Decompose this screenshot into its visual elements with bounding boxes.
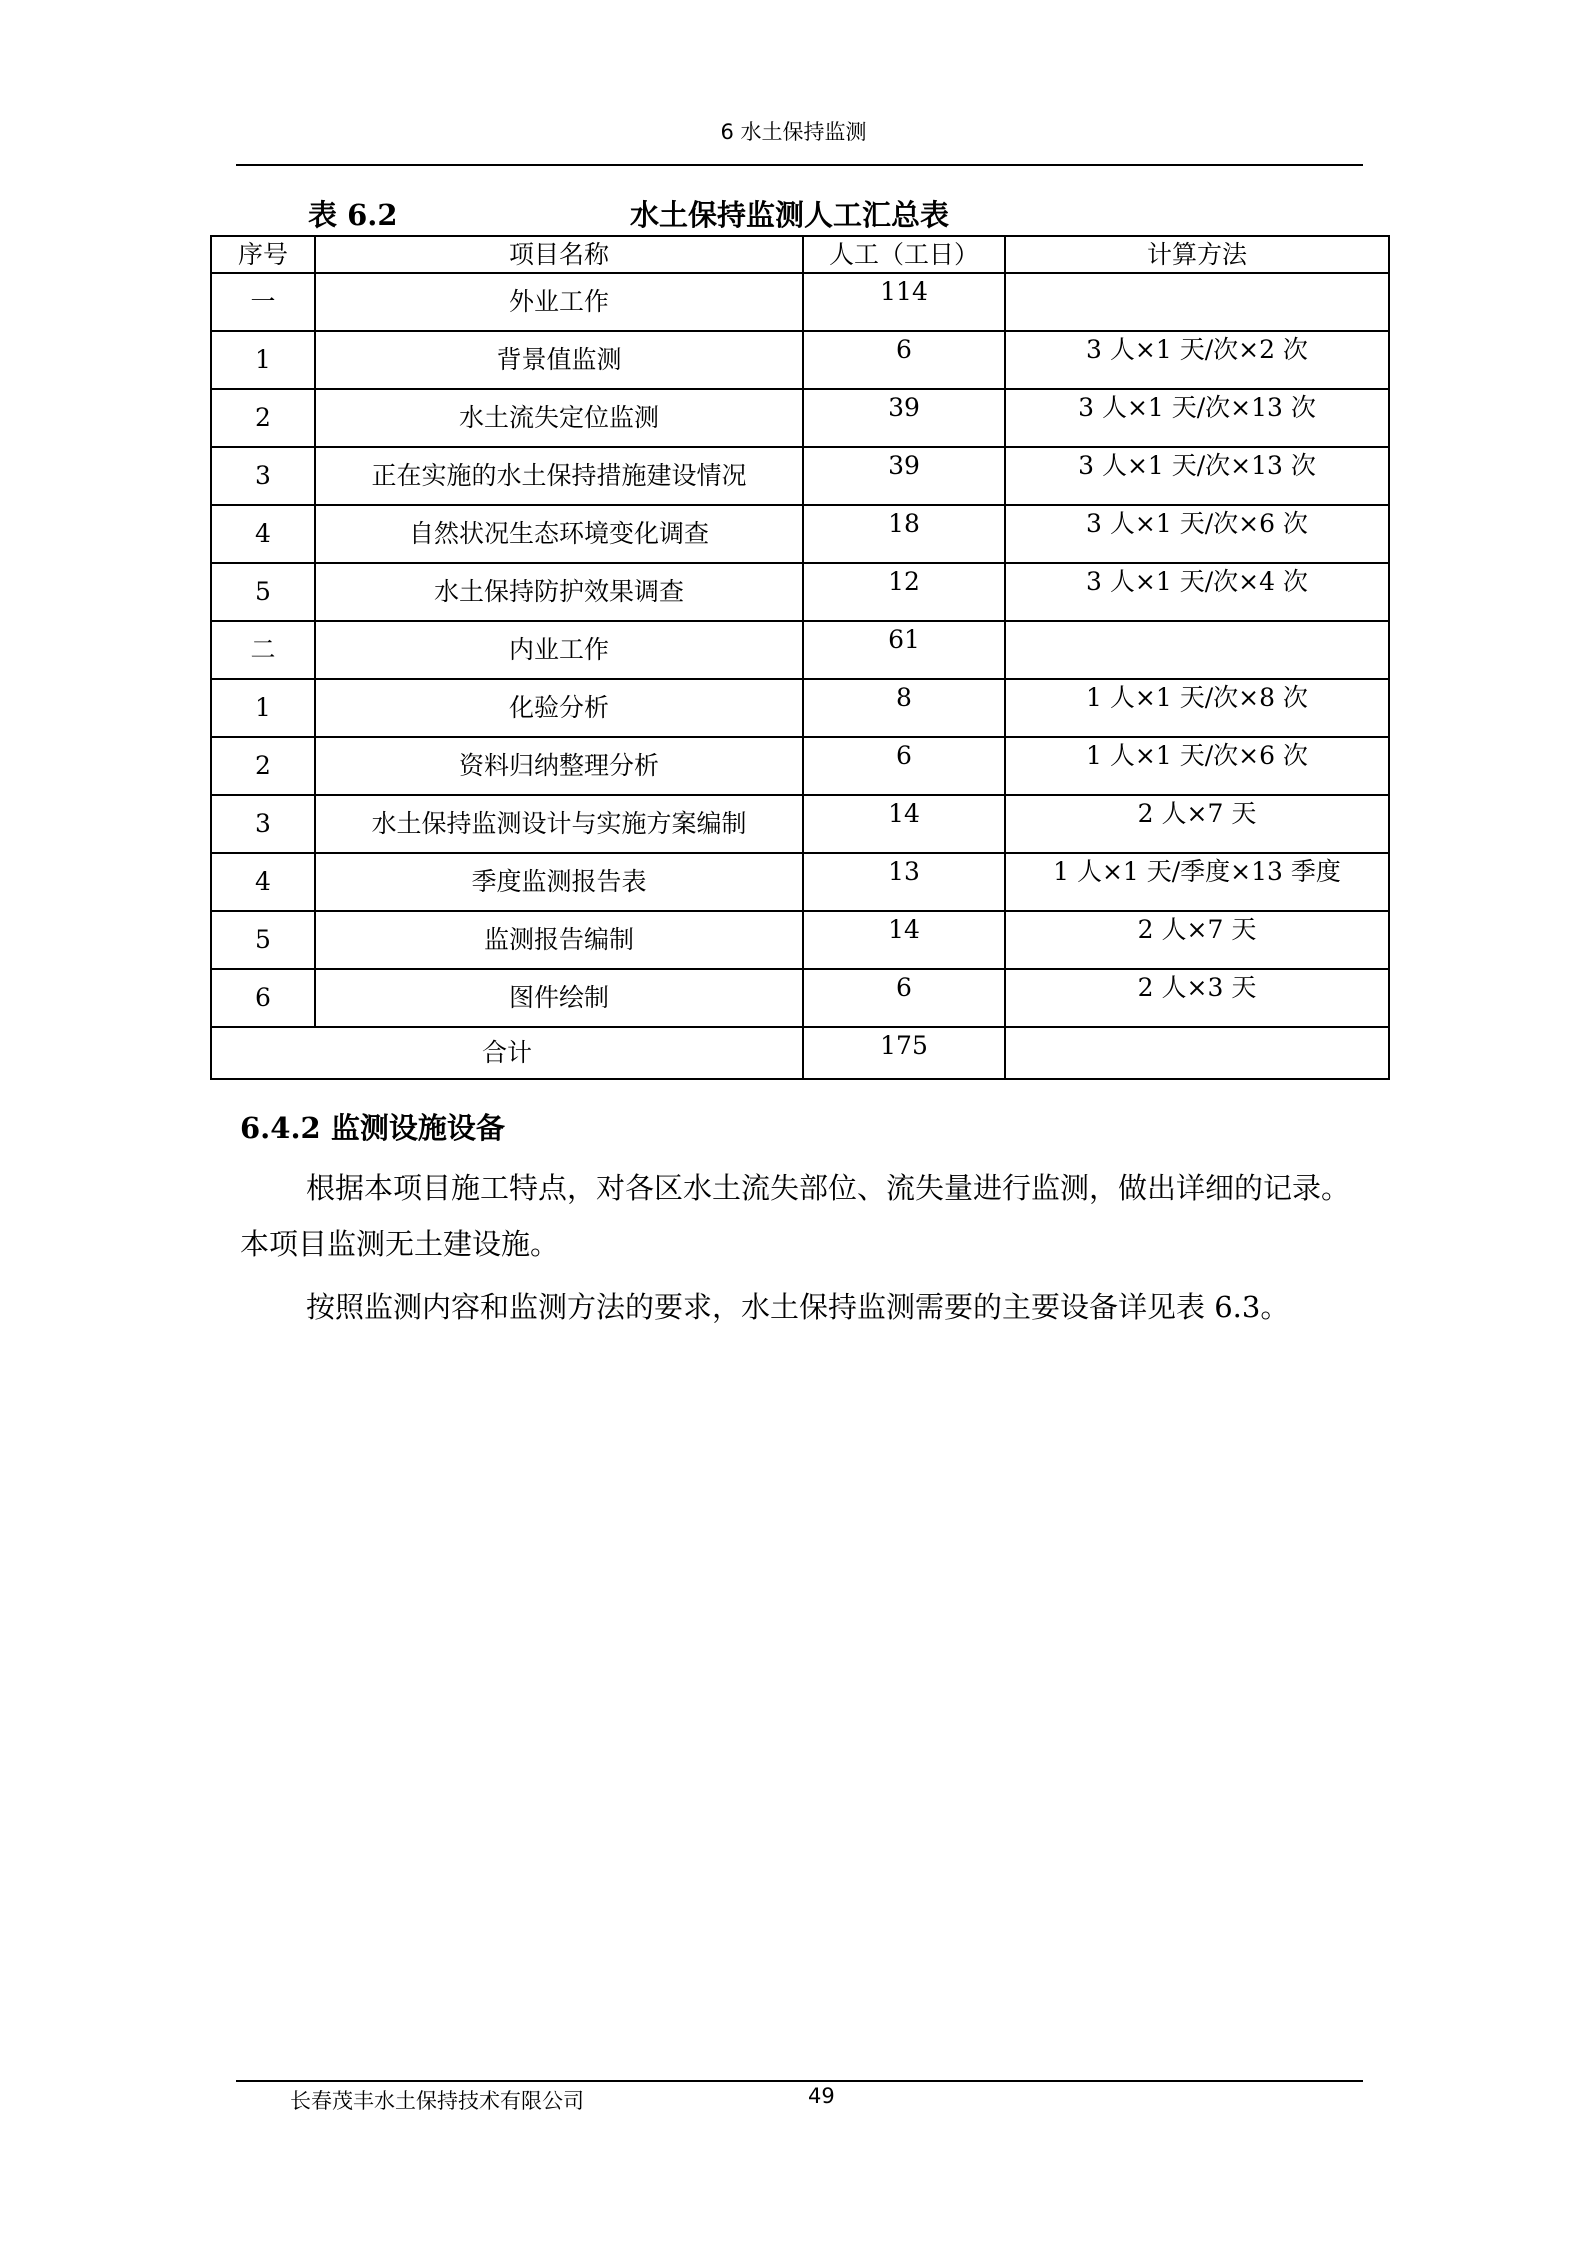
body-paragraph: 按照监测内容和监测方法的要求，水土保持监测需要的主要设备详见表 6.3。 [306,1290,1290,1324]
total-value: 175 [803,1027,1005,1079]
row-method: 2 人×7 天 [1005,911,1389,969]
row-item: 背景值监测 [315,331,803,389]
table-row [211,273,1389,331]
row-item: 外业工作 [315,273,803,331]
row-index: 5 [211,911,315,969]
row-labor-days: 13 [803,853,1005,911]
row-method: 1 人×1 天/次×6 次 [1005,737,1389,795]
labor-summary-table [210,235,1390,1080]
row-labor-days: 39 [803,447,1005,505]
row-method: 2 人×3 天 [1005,969,1389,1027]
table-header-row [211,236,1389,273]
row-method: 1 人×1 天/次×8 次 [1005,679,1389,737]
row-index: 2 [211,389,315,447]
row-index: 2 [211,737,315,795]
row-item: 水土保持监测设计与实施方案编制 [315,795,803,853]
row-method: 3 人×1 天/次×4 次 [1005,563,1389,621]
row-item: 季度监测报告表 [315,853,803,911]
row-method: 1 人×1 天/季度×13 季度 [1005,853,1389,911]
footer-rule [236,2080,1363,2082]
page-number: 49 [808,2084,835,2108]
column-header-item: 项目名称 [315,236,803,273]
table-row [211,911,1389,969]
footer-company: 长春茂丰水土保持技术有限公司 [290,2089,584,2113]
row-method: 3 人×1 天/次×6 次 [1005,505,1389,563]
table-caption-title: 水土保持监测人工汇总表 [630,198,950,232]
row-labor-days: 6 [803,331,1005,389]
row-labor-days: 14 [803,795,1005,853]
column-header-labor-days: 人工（工日） [803,236,1005,273]
total-method [1005,1027,1389,1079]
row-index: 6 [211,969,315,1027]
column-header-index: 序号 [211,236,315,273]
row-method: 2 人×7 天 [1005,795,1389,853]
row-item: 资料归纳整理分析 [315,737,803,795]
row-labor-days: 6 [803,737,1005,795]
row-index: 二 [211,621,315,679]
row-item: 图件绘制 [315,969,803,1027]
table-row [211,389,1389,447]
table-row [211,795,1389,853]
table-total-row [211,1027,1389,1079]
table-row [211,447,1389,505]
header-rule [236,164,1363,166]
row-labor-days: 6 [803,969,1005,1027]
row-index: 5 [211,563,315,621]
row-item: 水土保持防护效果调查 [315,563,803,621]
row-index: 一 [211,273,315,331]
total-label: 合计 [211,1027,803,1079]
table-row [211,853,1389,911]
table-row [211,969,1389,1027]
row-item: 监测报告编制 [315,911,803,969]
row-item: 自然状况生态环境变化调查 [315,505,803,563]
table-row [211,679,1389,737]
row-labor-days: 12 [803,563,1005,621]
column-header-method: 计算方法 [1005,236,1389,273]
row-index: 4 [211,505,315,563]
body-paragraph: 根据本项目施工特点，对各区水土流失部位、流失量进行监测，做出详细的记录。本项目监测无土建设施。 [240,1171,1351,1261]
row-index: 1 [211,331,315,389]
table-caption-label: 表 6.2 [308,198,398,232]
section-heading: 6.4.2 监测设施设备 [240,1111,505,1145]
row-method [1005,621,1389,679]
row-labor-days: 14 [803,911,1005,969]
row-item: 化验分析 [315,679,803,737]
running-header: 6 水土保持监测 [720,120,867,144]
row-method: 3 人×1 天/次×2 次 [1005,331,1389,389]
row-index: 3 [211,447,315,505]
row-item: 内业工作 [315,621,803,679]
row-item: 正在实施的水土保持措施建设情况 [315,447,803,505]
table-row [211,505,1389,563]
row-method [1005,273,1389,331]
table-row [211,563,1389,621]
table-row [211,621,1389,679]
row-method: 3 人×1 天/次×13 次 [1005,447,1389,505]
row-index: 3 [211,795,315,853]
row-labor-days: 18 [803,505,1005,563]
row-labor-days: 39 [803,389,1005,447]
row-item: 水土流失定位监测 [315,389,803,447]
row-index: 1 [211,679,315,737]
row-labor-days: 8 [803,679,1005,737]
table-row [211,737,1389,795]
row-index: 4 [211,853,315,911]
row-method: 3 人×1 天/次×13 次 [1005,389,1389,447]
row-labor-days: 61 [803,621,1005,679]
row-labor-days: 114 [803,273,1005,331]
table-row [211,331,1389,389]
